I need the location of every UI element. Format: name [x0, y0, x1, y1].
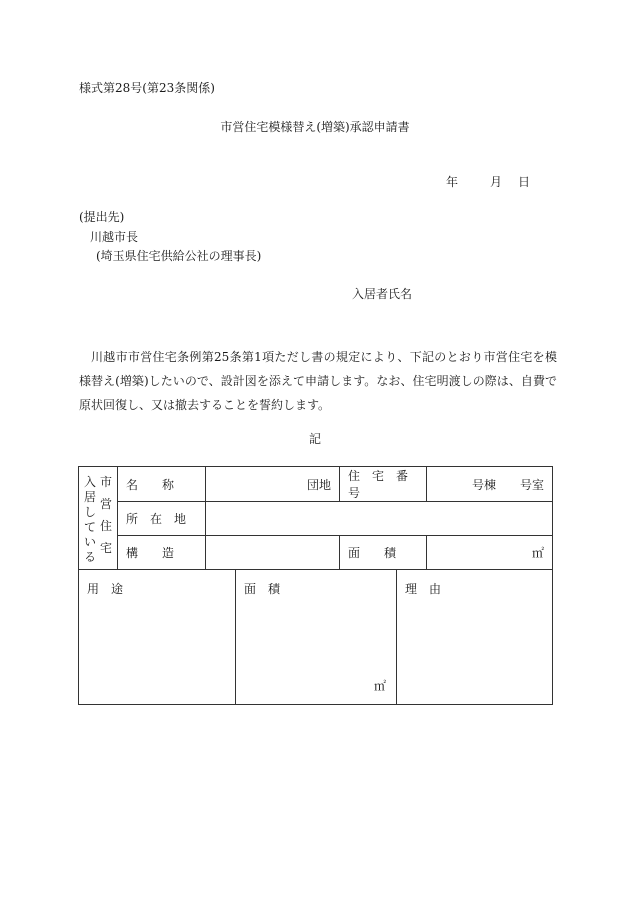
renovation-area-unit: ㎡	[373, 679, 386, 693]
name-label: 名 称	[126, 477, 175, 492]
side-label-col1	[84, 474, 96, 564]
side-label-char: る	[84, 550, 97, 564]
purpose-cell[interactable]	[79, 570, 236, 705]
housing-info-table	[78, 466, 553, 570]
form-number: 様式第28号(第23条関係)	[79, 81, 215, 95]
side-label-char: い	[84, 535, 97, 549]
name-label-cell	[118, 467, 206, 502]
reason-cell[interactable]	[397, 570, 553, 705]
housing-side-label	[79, 467, 118, 570]
location-input-cell[interactable]	[206, 502, 553, 536]
renovation-detail-table	[78, 569, 553, 705]
renovation-area-label: 面 積	[244, 582, 281, 596]
house-number-label: 住 宅 番 号	[348, 469, 421, 500]
application-statement: 川越市市営住宅条例第25条第1項ただし書の規定により、下記のとおり市営住宅を模様替え(増築)したいので、設計図を添えて申請します。なお、住宅明渡しの際は、自費で原状回復し、又は撤去することを誓約します。	[79, 350, 557, 412]
date-month-label: 月	[490, 175, 503, 189]
date-line	[446, 176, 530, 188]
house-number-input-cell[interactable]	[427, 467, 553, 502]
side-label-char: 住	[100, 519, 113, 533]
structure-label: 構 造	[126, 546, 175, 560]
location-label-cell	[118, 502, 206, 536]
side-label-char: 市	[100, 475, 113, 489]
reason-label: 理 由	[405, 582, 442, 596]
date-day-label: 日	[518, 175, 531, 189]
renovation-area-cell[interactable]	[236, 570, 397, 705]
danchi-suffix: 団地	[306, 477, 331, 492]
name-input-cell[interactable]	[206, 467, 340, 502]
addressee-corporation: (埼玉県住宅供給公社の理事長)	[96, 249, 262, 263]
side-label-char: し	[84, 505, 97, 519]
structure-label-cell	[118, 536, 206, 570]
side-label-char: 営	[100, 497, 113, 511]
house-number-value: 号棟 号室	[471, 477, 544, 492]
area-label: 面 積	[348, 546, 397, 560]
house-number-label-cell	[340, 467, 427, 502]
side-label-char: 宅	[100, 541, 113, 555]
resident-name-label: 入居者氏名	[352, 287, 413, 301]
side-label-char: 入	[84, 475, 97, 489]
addressee-mayor: 川越市長	[90, 230, 139, 244]
side-label-col2	[100, 474, 112, 562]
structure-input-cell[interactable]	[206, 536, 340, 570]
date-year-label: 年	[446, 175, 459, 189]
area-label-cell	[340, 536, 427, 570]
side-label-char: て	[84, 520, 97, 534]
document-title: 市営住宅模様替え(増築)承認申請書	[220, 120, 410, 134]
area-input-cell[interactable]	[427, 536, 553, 570]
purpose-label: 用 途	[87, 582, 124, 596]
addressee-heading: (提出先)	[79, 210, 125, 224]
area-unit: ㎡	[531, 546, 544, 560]
notes-mark: 記	[308, 432, 321, 446]
location-label: 所 在 地	[126, 512, 187, 526]
side-label-char: 居	[84, 490, 97, 504]
